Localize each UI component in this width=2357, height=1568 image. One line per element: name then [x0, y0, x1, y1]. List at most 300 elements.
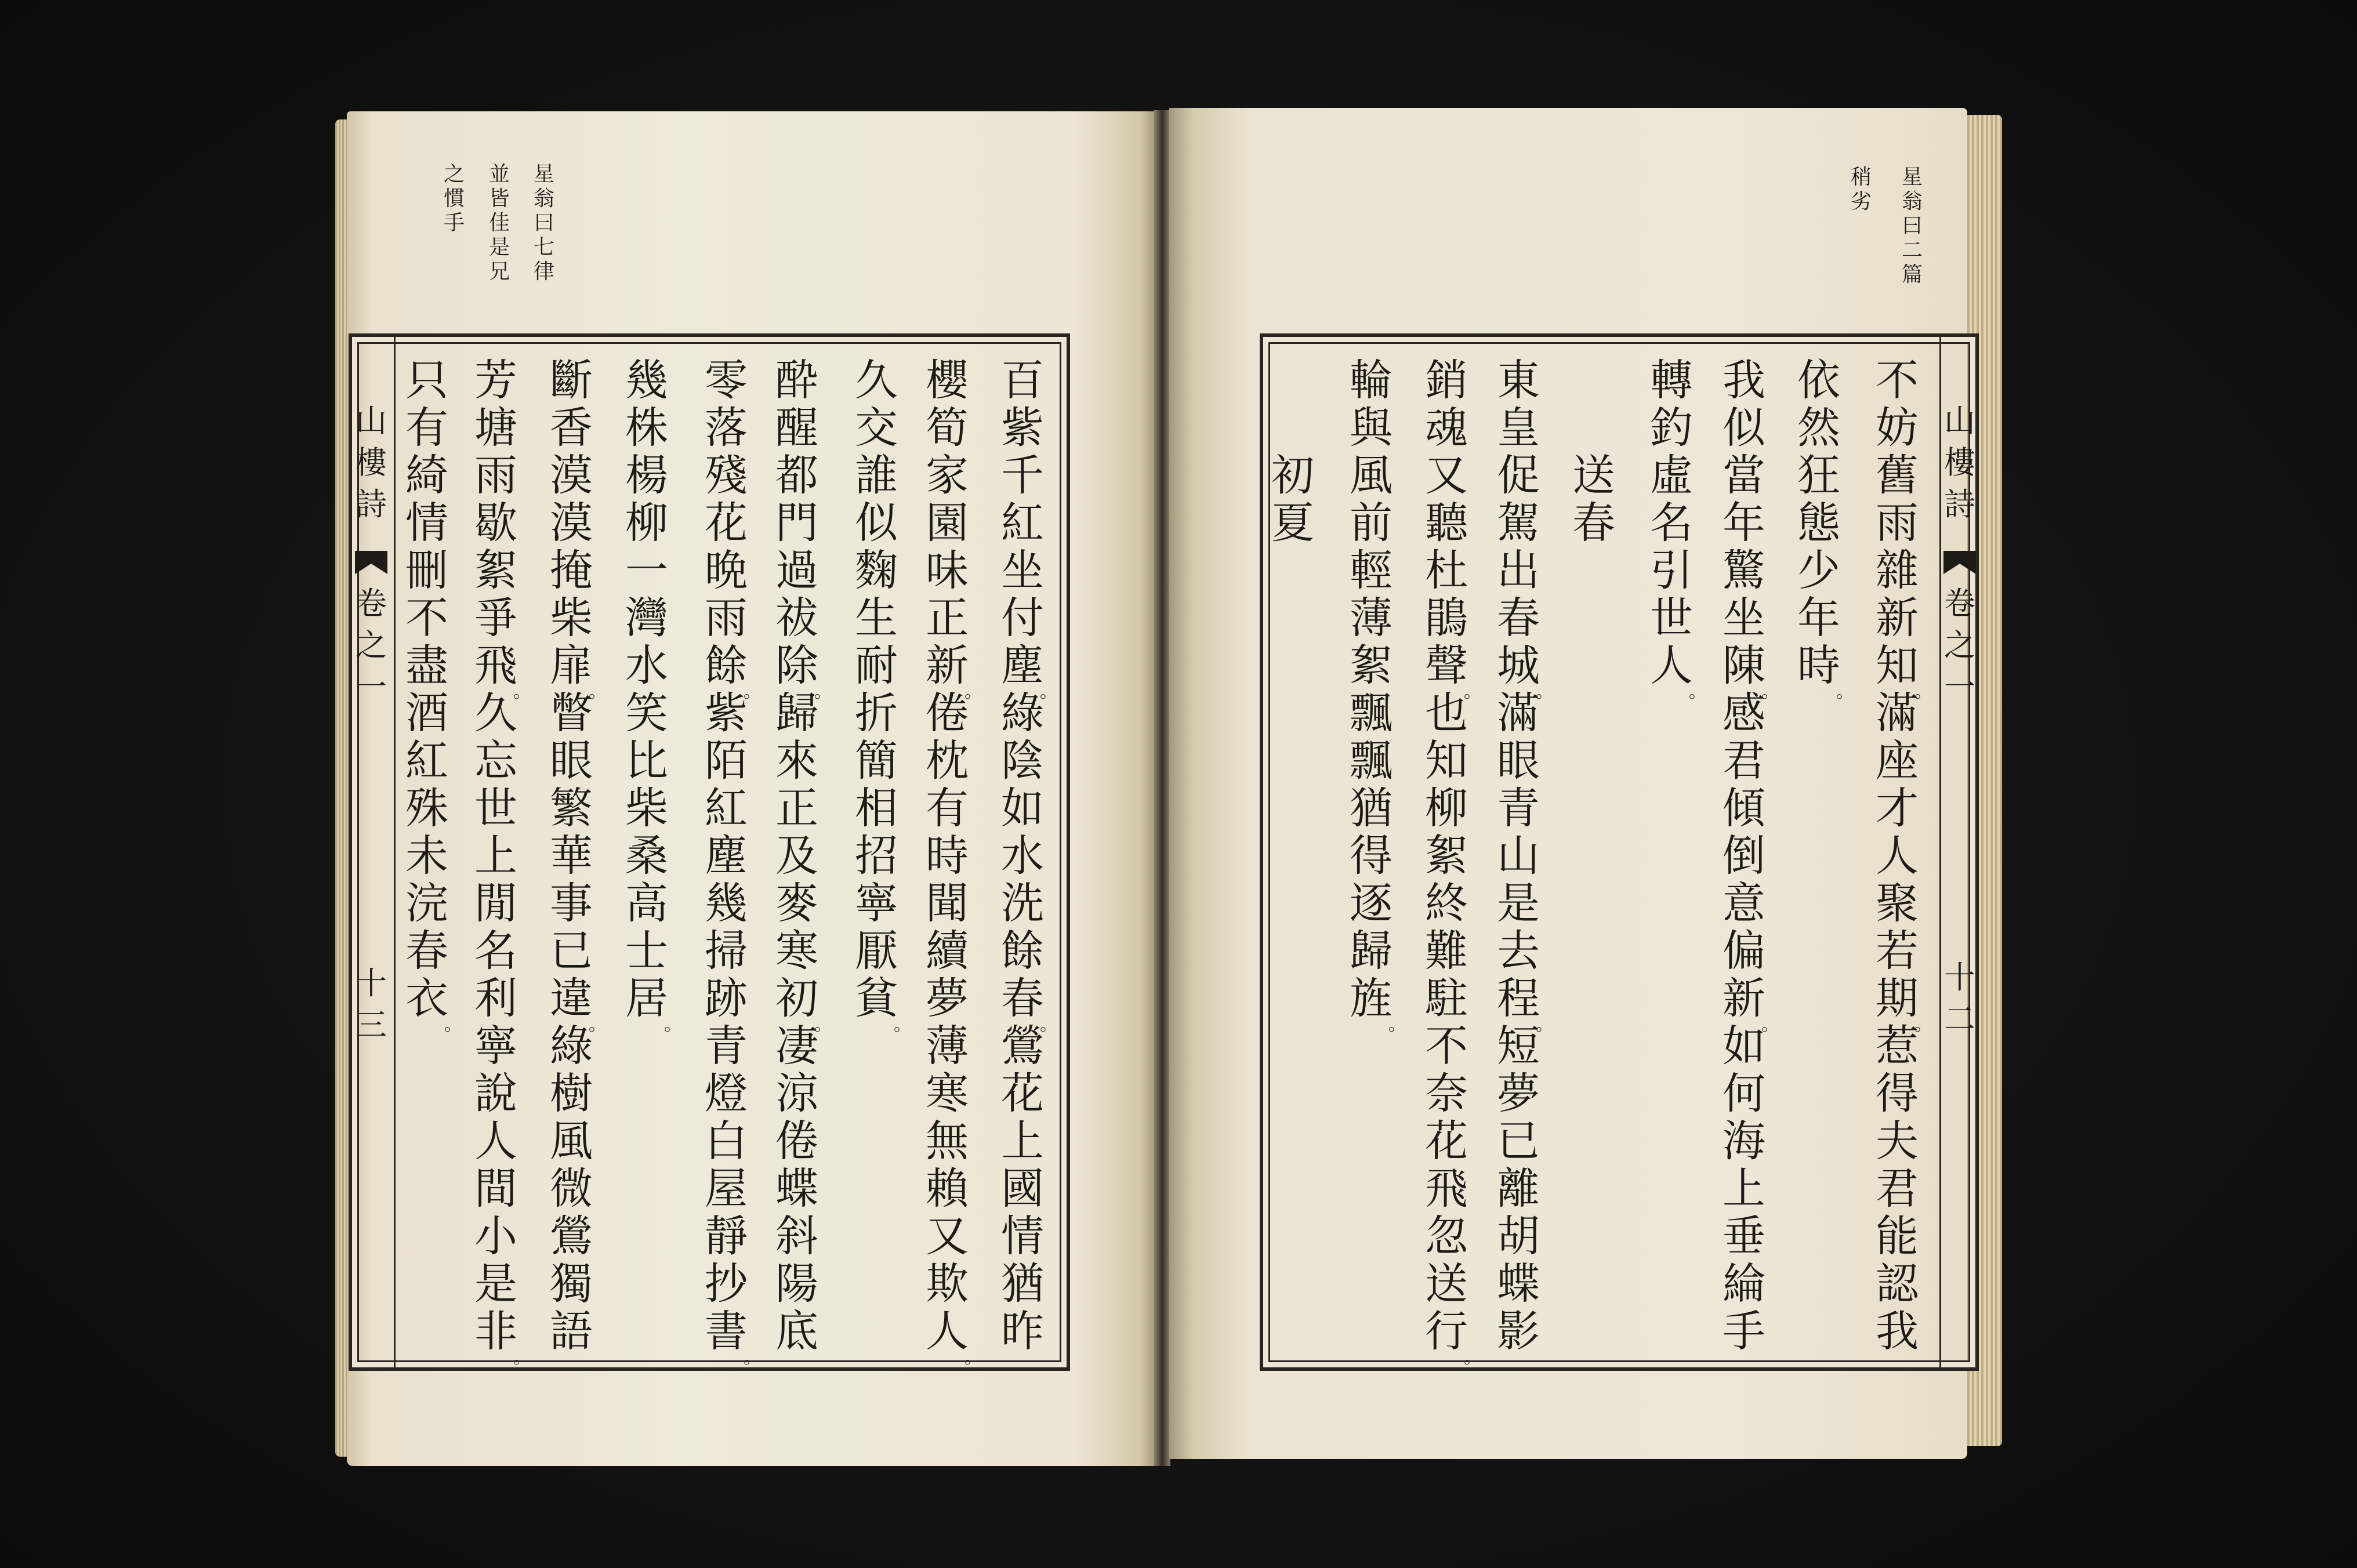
glyph: 瞥 [550, 688, 593, 738]
glyph: 貧 。 [855, 974, 911, 1035]
glyph: 坐 [1723, 593, 1765, 643]
glyph: 星 [533, 162, 554, 186]
glyph: 非 。 [474, 1306, 531, 1368]
left-head-note-column [482, 162, 517, 284]
glyph: 情 [405, 498, 448, 548]
glyph: 招 [855, 831, 898, 881]
glyph: 繁 [550, 783, 593, 833]
glyph: 折 [855, 688, 898, 738]
glyph: 又 [1425, 451, 1468, 500]
glyph: 酒 [405, 688, 448, 738]
poem-title [1263, 452, 1323, 547]
glyph: 山 [356, 402, 387, 439]
glyph: 得 [1876, 1069, 1919, 1119]
glyph: 柴 [550, 593, 593, 643]
glyph: 聚 [1876, 879, 1919, 928]
glyph: 爭 [474, 593, 517, 643]
punctuation-mark: 。 [1689, 682, 1706, 702]
glyph: 十 [1944, 959, 1975, 996]
glyph: 當 [1723, 451, 1765, 500]
text-column [992, 355, 1057, 1356]
glyph: 殊 [405, 783, 448, 833]
punctuation-mark: 。 [1914, 1015, 1932, 1035]
glyph: 飄 [1350, 688, 1393, 738]
glyph: 駕 [1497, 498, 1540, 548]
text-column [1789, 355, 1854, 702]
glyph: 跡 [705, 974, 748, 1023]
glyph: 東 [1497, 355, 1540, 405]
glyph: 夢 [926, 974, 969, 1023]
punctuation-mark: 。 [1464, 1348, 1481, 1368]
glyph: 不 [405, 593, 448, 643]
glyph: 魂 [1425, 403, 1468, 453]
text-column [1714, 355, 1779, 1356]
punctuation-mark: 。 [1388, 1015, 1406, 1035]
glyph: 間 [474, 1164, 517, 1214]
glyph: 落 [705, 403, 748, 453]
glyph: 人 。 [926, 1306, 982, 1368]
glyph: 一 [356, 669, 387, 705]
glyph: 難 [1425, 926, 1468, 976]
glyph: 陰 [1001, 736, 1044, 786]
glyph: 不 [1876, 355, 1919, 405]
punctuation-mark: 。 [1040, 1015, 1057, 1035]
glyph: 律 [533, 260, 554, 284]
glyph: 兄 [488, 260, 510, 284]
glyph: 掃 [705, 926, 748, 976]
glyph: 青 [1497, 783, 1540, 833]
glyph: 芳 [474, 355, 517, 405]
glyph: 綠 [550, 1021, 593, 1071]
glyph: 驚 [1723, 546, 1765, 596]
punctuation-mark: 。 [1536, 682, 1553, 702]
right-gutter-divider [1939, 333, 1941, 1371]
glyph: 惹 [1876, 1021, 1919, 1071]
glyph: 已 [550, 926, 593, 976]
glyph: 寒 [775, 926, 818, 976]
glyph: 新 [1876, 593, 1919, 643]
glyph: 春 。 [1001, 974, 1057, 1035]
glyph: 似 [1723, 403, 1765, 453]
glyph: 風 [1350, 451, 1393, 500]
glyph: 詩 [356, 486, 387, 522]
glyph: 雜 [1876, 546, 1919, 596]
glyph: 能 [1876, 1211, 1919, 1261]
glyph: 靜 [705, 1211, 748, 1261]
glyph: 鶯 [1001, 1021, 1044, 1071]
glyph: 十 [356, 965, 387, 1001]
glyph: 春 [1497, 593, 1540, 643]
glyph: 少 [1797, 546, 1840, 596]
glyph: 小 [474, 1211, 517, 1261]
glyph: 味 [926, 546, 969, 596]
glyph: 柳 [625, 498, 668, 548]
glyph: 斜 [775, 1211, 818, 1261]
glyph: 倦 [926, 688, 969, 738]
glyph: 鶯 [550, 1211, 593, 1261]
glyph: 感 [1723, 688, 1765, 738]
glyph: 幾 [705, 879, 748, 928]
glyph: 麴 [855, 546, 898, 596]
glyph: 綠 [1001, 688, 1044, 738]
glyph: 海 [1723, 1116, 1765, 1166]
glyph: 狂 [1797, 451, 1840, 500]
glyph: 耐 [855, 641, 898, 691]
glyph: 已 [1497, 1116, 1540, 1166]
glyph: 得 [1350, 831, 1393, 881]
glyph: 水 [1001, 831, 1044, 881]
glyph: 紅 [1001, 498, 1044, 548]
glyph: 紅 [705, 783, 748, 833]
glyph: 酔 [775, 355, 818, 405]
glyph: 蝶 [1497, 1259, 1540, 1309]
glyph: 上 [1001, 1116, 1044, 1166]
left-head-note-column [527, 162, 561, 284]
glyph: 新 。 [1723, 974, 1779, 1035]
glyph: 百 [1001, 355, 1044, 405]
glyph: 依 [1797, 355, 1840, 405]
glyph: 事 [550, 879, 593, 928]
punctuation-mark: 。 [1761, 1015, 1779, 1035]
gutter-folio [353, 963, 389, 1046]
glyph: 燈 [705, 1069, 748, 1119]
glyph: 詩 [1944, 486, 1975, 522]
glyph: 歇 [474, 498, 517, 548]
glyph: 飛 [1425, 1164, 1468, 1214]
glyph: 送 [1425, 1259, 1468, 1309]
text-column [1641, 355, 1706, 702]
glyph: 猶 [1001, 1259, 1044, 1309]
glyph: 也 [1425, 688, 1468, 738]
glyph: 奈 [1425, 1069, 1468, 1119]
glyph: 雨 [474, 451, 517, 500]
glyph: 城 。 [1497, 641, 1553, 702]
glyph: 花 [1425, 1116, 1468, 1166]
glyph: 除 。 [775, 641, 832, 702]
glyph: 翁 [1901, 190, 1923, 213]
glyph: 君 [1723, 736, 1765, 786]
glyph: 蝶 [775, 1164, 818, 1214]
glyph: 花 [1001, 1069, 1044, 1119]
glyph: 新 。 [926, 641, 982, 702]
glyph: 香 [550, 403, 593, 453]
glyph: 坐 [1001, 546, 1044, 596]
glyph: 斷 [550, 355, 593, 405]
glyph: 虛 [1650, 451, 1693, 500]
glyph: 影 [1497, 1306, 1540, 1356]
glyph: 卷 [1944, 585, 1975, 622]
glyph: 只 [405, 355, 448, 405]
glyph: 一 [625, 546, 668, 596]
glyph: 旌 。 [1350, 974, 1406, 1035]
glyph: 離 [1497, 1164, 1540, 1214]
glyph: 時 [926, 831, 969, 881]
glyph: 稍 [1850, 165, 1872, 189]
glyph: 絮 [1350, 641, 1393, 691]
glyph: 陳 。 [1723, 641, 1779, 702]
text-column [1341, 355, 1406, 1035]
glyph: 寒 [926, 1069, 969, 1119]
left-gutter-divider [394, 333, 396, 1371]
glyph: 舊 [1876, 451, 1919, 500]
glyph: 紫 [1001, 403, 1044, 453]
glyph: 枕 [926, 736, 969, 786]
text-column [541, 355, 606, 1356]
glyph: 灣 [625, 593, 668, 643]
text-column [1867, 355, 1932, 1356]
glyph: 飛 。 [474, 641, 531, 702]
glyph: 劣 [1850, 190, 1872, 213]
glyph: 翁 [533, 187, 554, 210]
glyph: 厭 [855, 926, 898, 976]
glyph: 續 [926, 926, 969, 976]
glyph: 歸 [1350, 926, 1393, 976]
glyph: 情 [1001, 1211, 1044, 1261]
glyph: 山 [1944, 402, 1975, 439]
glyph: 出 [1497, 546, 1540, 596]
glyph: 轉 [1650, 355, 1693, 405]
glyph: 篇 [1901, 263, 1923, 286]
glyph: 風 [550, 1116, 593, 1166]
glyph: 是 [1497, 879, 1540, 928]
glyph: 獨 [550, 1259, 593, 1309]
glyph: 居 。 [625, 974, 681, 1035]
right-head-note-column [1844, 165, 1879, 214]
glyph: 倒 [1723, 831, 1765, 881]
glyph: 又 [926, 1211, 969, 1261]
glyph: 柴 [625, 783, 668, 833]
glyph: 士 [625, 926, 668, 976]
glyph: 白 [705, 1116, 748, 1166]
glyph: 短 [1497, 1021, 1540, 1071]
glyph: 比 [625, 736, 668, 786]
glyph: 漠 [550, 451, 593, 500]
glyph: 我 [1723, 355, 1765, 405]
glyph: 君 [1876, 1164, 1919, 1214]
glyph: 人 [474, 1116, 517, 1166]
glyph: 塵 。 [1001, 641, 1057, 702]
glyph: 慣 [443, 187, 465, 210]
punctuation-mark: 。 [1464, 682, 1481, 702]
glyph: 如 [1001, 783, 1044, 833]
glyph: 二 [1944, 1001, 1975, 1037]
glyph: 薄 [1350, 593, 1393, 643]
glyph: 偏 [1723, 926, 1765, 976]
glyph: 年 [1797, 593, 1840, 643]
glyph: 刪 [405, 546, 448, 596]
punctuation-mark: 。 [814, 1015, 832, 1035]
glyph: 久 [855, 355, 898, 405]
glyph: 飄 [1350, 736, 1393, 786]
glyph: 春 [405, 926, 448, 976]
glyph: 去 [1497, 926, 1540, 976]
glyph: 手 [1723, 1306, 1765, 1356]
glyph: 卷 [356, 585, 387, 622]
glyph: 柳 [1425, 783, 1468, 833]
glyph: 相 [855, 783, 898, 833]
glyph: 程 。 [1497, 974, 1553, 1035]
punctuation-mark: 。 [589, 682, 606, 702]
glyph: 違 。 [550, 974, 606, 1035]
glyph: 促 [1497, 451, 1540, 500]
punctuation-mark: 。 [589, 1015, 606, 1035]
gutter-title [353, 400, 389, 525]
glyph: 如 [1723, 1021, 1765, 1071]
glyph: 若 [1876, 926, 1919, 976]
glyph: 逐 [1350, 879, 1393, 928]
glyph: 夏 [1271, 498, 1314, 548]
punctuation-mark: 。 [1914, 682, 1932, 702]
glyph: 夢 [1497, 1069, 1540, 1119]
glyph: 樓 [1944, 444, 1975, 481]
glyph: 陌 [705, 736, 748, 786]
glyph: 年 [1723, 498, 1765, 548]
glyph: 抄 [705, 1259, 748, 1309]
glyph: 門 [775, 498, 818, 548]
glyph: 醒 [775, 403, 818, 453]
glyph: 眼 [550, 736, 593, 786]
glyph: 認 [1876, 1259, 1919, 1309]
glyph: 生 [855, 593, 898, 643]
glyph: 知 。 [1876, 641, 1932, 702]
glyph: 猶 [1350, 783, 1393, 833]
glyph: 櫻 [926, 355, 969, 405]
glyph: 交 [855, 403, 898, 453]
glyph: 人 。 [1650, 641, 1706, 702]
glyph: 塵 [705, 831, 748, 881]
glyph: 引 [1650, 546, 1693, 596]
glyph: 誰 [855, 451, 898, 500]
glyph: 夫 [1876, 1116, 1919, 1166]
glyph: 笑 [625, 688, 668, 738]
glyph: 花 [705, 498, 748, 548]
glyph: 手 [443, 211, 465, 235]
glyph: 紫 [705, 688, 748, 738]
glyph: 盡 [405, 641, 448, 691]
poem-title [1564, 452, 1624, 547]
punctuation-mark: 。 [894, 1015, 911, 1035]
glyph: 書 。 [705, 1306, 761, 1368]
gutter-volume [353, 583, 389, 708]
glyph: 餘 [1001, 926, 1044, 976]
glyph: 之 [356, 627, 387, 663]
glyph: 我 [1876, 1306, 1919, 1356]
glyph: 何 [1723, 1069, 1765, 1119]
punctuation-mark: 。 [814, 682, 832, 702]
punctuation-mark: 。 [1836, 682, 1854, 702]
glyph: 期 。 [1876, 974, 1932, 1035]
glyph: 之 [1944, 627, 1975, 663]
glyph: 是 [488, 235, 510, 259]
glyph: 來 [775, 736, 818, 786]
text-column [1416, 355, 1481, 1368]
text-column [696, 355, 761, 1368]
glyph: 晩 [705, 546, 748, 596]
glyph: 麥 [775, 879, 818, 928]
glyph: 未 [405, 831, 448, 881]
glyph: 歸 [775, 688, 818, 738]
glyph: 前 [1350, 498, 1393, 548]
punctuation-mark: 。 [744, 682, 761, 702]
glyph: 賴 [926, 1164, 969, 1214]
punctuation-mark: 。 [444, 1015, 462, 1035]
glyph: 青 [705, 1021, 748, 1071]
glyph: 胡 [1497, 1211, 1540, 1261]
glyph: 之 [443, 162, 465, 186]
glyph: 行 。 [1425, 1306, 1481, 1368]
glyph: 曰 [533, 211, 554, 235]
glyph: 滿 [1497, 688, 1540, 738]
glyph: 凄 [775, 1021, 818, 1071]
glyph: 水 [625, 641, 668, 691]
glyph: 皇 [1497, 403, 1540, 453]
glyph: 餘 。 [705, 641, 761, 702]
glyph: 株 [625, 403, 668, 453]
glyph: 雨 [1876, 498, 1919, 548]
glyph: 上 [1723, 1164, 1765, 1214]
glyph: 絮 [1425, 831, 1468, 881]
glyph: 星 [1901, 165, 1923, 189]
glyph: 都 [775, 451, 818, 500]
glyph: 杜 [1425, 546, 1468, 596]
glyph: 有 [405, 403, 448, 453]
glyph: 輕 [1350, 546, 1393, 596]
glyph: 寧 [855, 879, 898, 928]
glyph: 然 [1797, 403, 1840, 453]
text-column [466, 355, 531, 1368]
glyph: 欺 [926, 1259, 969, 1309]
text-column [846, 355, 911, 1035]
glyph: 一 [1944, 669, 1975, 705]
glyph: 初 [1271, 451, 1314, 500]
glyph: 園 [926, 498, 969, 548]
glyph: 意 [1723, 879, 1765, 928]
glyph: 衣 。 [405, 974, 462, 1035]
glyph: 並 [488, 162, 510, 186]
punctuation-mark: 。 [1536, 1015, 1553, 1035]
glyph: 久 [474, 688, 517, 738]
punctuation-mark: 。 [664, 1015, 681, 1035]
glyph: 家 [926, 451, 969, 500]
glyph: 二 [1901, 238, 1923, 262]
punctuation-mark: 。 [964, 682, 982, 702]
glyph: 有 [926, 783, 969, 833]
glyph: 聲 。 [1425, 641, 1481, 702]
glyph: 是 [474, 1259, 517, 1309]
text-column [917, 355, 982, 1368]
glyph: 國 [1001, 1164, 1044, 1214]
glyph: 忘 [474, 736, 517, 786]
glyph: 終 [1425, 879, 1468, 928]
glyph: 絮 [474, 546, 517, 596]
glyph: 上 [474, 831, 517, 881]
glyph: 佳 [488, 211, 510, 235]
glyph: 名 [1650, 498, 1693, 548]
glyph: 薄 [926, 1021, 969, 1071]
glyph: 桑 [625, 831, 668, 881]
glyph: 微 [550, 1164, 593, 1214]
glyph: 閒 [474, 879, 517, 928]
glyph: 昨 [1001, 1306, 1044, 1356]
glyph: 知 [1425, 736, 1468, 786]
glyph: 高 [625, 879, 668, 928]
glyph: 曰 [1901, 214, 1923, 238]
glyph: 樹 [550, 1069, 593, 1119]
glyph: 人 [1876, 831, 1919, 881]
glyph: 掩 [550, 546, 593, 596]
glyph: 付 [1001, 593, 1044, 643]
glyph: 滿 [1876, 688, 1919, 738]
